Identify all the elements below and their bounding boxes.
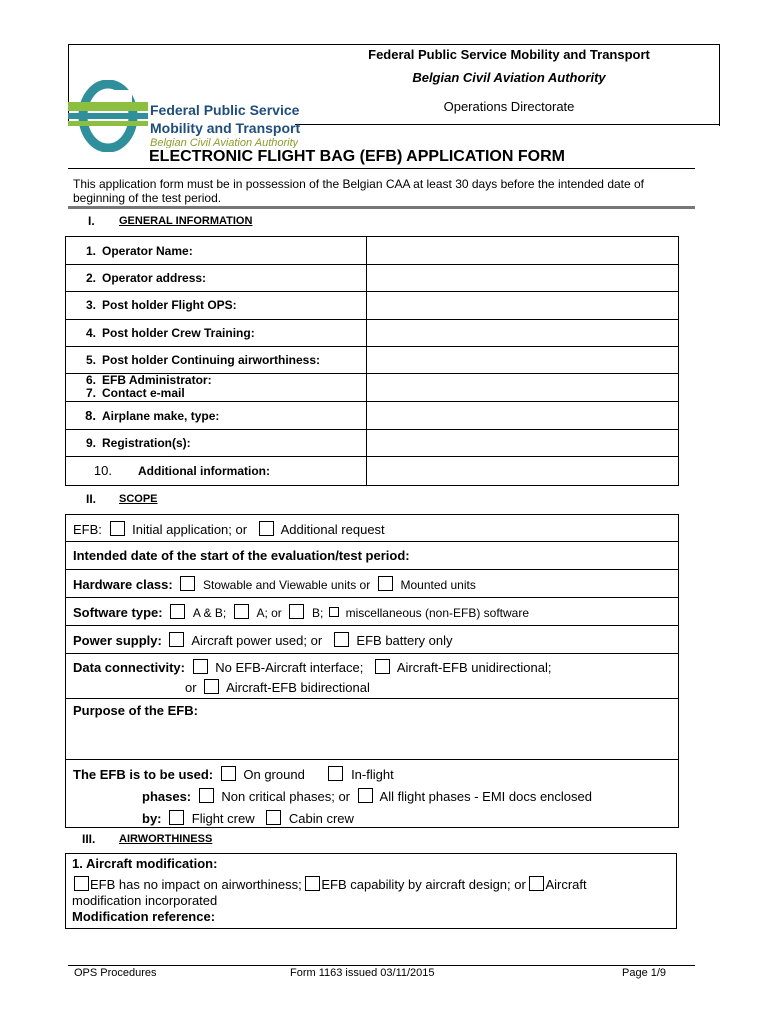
general-info-value-field[interactable]: [367, 401, 678, 429]
software-row: [66, 598, 678, 626]
flight-crew-label: Flight crew: [191, 811, 255, 826]
aircraft-design-label: EFB capability by aircraft design; or: [321, 877, 526, 892]
general-info-row: [66, 429, 678, 457]
stowable-checkbox[interactable]: [180, 576, 195, 591]
mounted-checkbox[interactable]: [378, 576, 393, 591]
data-connectivity-label: Data connectivity:: [73, 660, 185, 675]
initial-application-label: Initial application; or: [132, 522, 248, 537]
general-info-label: [66, 456, 367, 485]
aircraft-design-checkbox[interactable]: [305, 876, 320, 891]
row-label: Post holder Continuing airworthiness:: [102, 353, 321, 367]
general-info-label-line: [66, 429, 366, 450]
general-info-label-line: [66, 401, 366, 423]
row-label: Post holder Crew Training:: [102, 326, 255, 340]
general-info-label: [66, 346, 367, 373]
footer-left: OPS Procedures: [74, 967, 157, 979]
non-critical-label: Non critical phases; or: [221, 789, 351, 804]
row-number: 1.: [85, 244, 96, 258]
row-label: Additional information:: [138, 464, 270, 478]
row-number: 7.: [85, 386, 96, 400]
software-b-checkbox[interactable]: [289, 604, 304, 619]
flight-crew-checkbox[interactable]: [169, 810, 184, 825]
software-a-checkbox[interactable]: [234, 604, 249, 619]
row-label: Post holder Flight OPS:: [102, 298, 237, 312]
general-info-label-line: [66, 373, 212, 387]
battery-label: EFB battery only: [356, 633, 453, 648]
general-info-value-field[interactable]: [367, 319, 678, 346]
row-number: 6.: [85, 373, 96, 387]
software-a-label: A; or: [256, 606, 282, 620]
initial-application-checkbox[interactable]: [110, 521, 125, 536]
general-info-label-line: [66, 386, 185, 400]
on-ground-checkbox[interactable]: [221, 766, 236, 781]
general-info-label: [66, 373, 367, 401]
general-info-label: [66, 264, 367, 291]
software-ab-checkbox[interactable]: [170, 604, 185, 619]
in-flight-checkbox[interactable]: [328, 766, 343, 781]
power-row: [66, 626, 678, 654]
bidirectional-label: Aircraft-EFB bidirectional: [226, 680, 370, 695]
mod-title: 1. Aircraft modification:: [72, 856, 218, 871]
row-number: 10.: [93, 463, 112, 478]
airworthiness-table: [65, 853, 677, 929]
unidirectional-label: Aircraft-EFB unidirectional;: [396, 660, 552, 675]
form-title: ELECTRONIC FLIGHT BAG (EFB) APPLICATION FORM: [149, 148, 565, 165]
intended-date-row: [66, 542, 678, 570]
aircraft-modification-label-b: modification incorporated: [72, 893, 218, 908]
unidirectional-checkbox[interactable]: [375, 659, 390, 674]
no-interface-checkbox[interactable]: [193, 659, 208, 674]
all-phases-label: All flight phases - EMI docs enclosed: [379, 789, 592, 804]
non-critical-checkbox[interactable]: [199, 788, 214, 803]
general-info-value-field[interactable]: [367, 429, 678, 456]
section1-heading: [88, 214, 253, 228]
phases-label: phases:: [142, 789, 192, 804]
row-label: Airplane make, type:: [102, 409, 220, 423]
additional-request-checkbox[interactable]: [259, 521, 274, 536]
footer-right: Page 1/9: [622, 967, 667, 979]
intro-text: This application form must be in possession of the Belgian CAA at least 30 days before the intended date of beginning of the test period.: [73, 177, 645, 205]
general-info-row: [66, 456, 678, 485]
general-info-table: [65, 236, 679, 486]
org-line3: Operations Directorate: [443, 99, 575, 114]
logo-text2: Mobility and Transport: [150, 120, 301, 136]
on-ground-label: On ground: [243, 767, 305, 782]
hardware-row: [66, 570, 678, 598]
intended-date-label[interactable]: Intended date of the start of the evaluation/test period:: [73, 548, 410, 563]
intro-divider: [68, 206, 695, 209]
scope-table: [65, 514, 679, 828]
hardware-label: Hardware class:: [73, 577, 173, 592]
aircraft-power-label: Aircraft power used; or: [191, 633, 323, 648]
general-info-row: [66, 291, 678, 320]
used-label: The EFB is to be used:: [73, 767, 214, 782]
aircraft-power-checkbox[interactable]: [169, 632, 184, 647]
header-divider: [295, 124, 719, 125]
section1-number: I.: [88, 214, 95, 228]
general-info-label-line: [66, 346, 366, 367]
mod-reference-label[interactable]: Modification reference:: [72, 909, 216, 924]
row-number: 9.: [85, 436, 96, 450]
section3-title: AIRWORTHINESS: [119, 833, 213, 845]
software-misc-label: miscellaneous (non-EFB) software: [345, 606, 530, 620]
no-impact-label: EFB has no impact on airworthiness;: [90, 877, 302, 892]
stowable-label: Stowable and Viewable units or: [202, 578, 371, 592]
general-info-label: [66, 429, 367, 456]
aircraft-modification-checkbox[interactable]: [529, 876, 544, 891]
software-label: Software type:: [73, 605, 163, 620]
org-line2: Belgian Civil Aviation Authority: [412, 70, 606, 85]
purpose-row: [66, 699, 678, 760]
cabin-crew-label: Cabin crew: [288, 811, 354, 826]
efb-use-row: [66, 760, 678, 827]
general-info-row: [66, 237, 678, 265]
no-impact-checkbox[interactable]: [74, 876, 89, 891]
logo-text3: Belgian Civil Aviation Authority: [150, 137, 299, 148]
general-info-row: [66, 264, 678, 292]
section3-number: III.: [82, 832, 96, 846]
general-info-label: [66, 237, 367, 264]
software-ab-label: A & B;: [192, 606, 227, 620]
section3-heading: [82, 832, 213, 846]
row-label: Operator Name:: [102, 244, 193, 258]
software-misc-checkbox[interactable]: [329, 607, 339, 617]
no-interface-label: No EFB-Aircraft interface;: [215, 660, 364, 675]
data-connectivity-row: [66, 654, 678, 699]
by-label: by:: [142, 811, 162, 826]
general-info-value-field[interactable]: [367, 264, 678, 291]
general-info-label: [66, 401, 367, 429]
mounted-label: Mounted units: [400, 578, 476, 592]
footer-center: Form 1163 issued 03/11/2015: [290, 967, 435, 979]
general-info-label-line: [66, 319, 366, 340]
org-line1: Federal Public Service Mobility and Transport: [368, 47, 650, 62]
general-info-label: [66, 291, 367, 319]
title-underline: [68, 168, 695, 169]
general-info-label-line: [66, 456, 366, 478]
aircraft-modification-label-a: Aircraft: [545, 877, 587, 892]
data-or-label: or: [185, 680, 197, 695]
cabin-crew-checkbox[interactable]: [266, 810, 281, 825]
general-info-value-field[interactable]: [367, 346, 678, 373]
footer-divider: [68, 965, 695, 966]
efb-row: [66, 515, 678, 542]
in-flight-label: In-flight: [351, 767, 394, 782]
efb-label: EFB:: [73, 522, 102, 537]
row-number: 5.: [85, 353, 96, 367]
row-label: EFB Administrator:: [102, 373, 212, 387]
power-label: Power supply:: [73, 633, 162, 648]
row-number: 3.: [85, 298, 96, 312]
general-info-label: [66, 319, 367, 346]
general-info-row: [66, 319, 678, 347]
general-info-row: [66, 373, 678, 402]
fps-logo: [68, 80, 300, 152]
battery-checkbox[interactable]: [334, 632, 349, 647]
logo-text1: Federal Public Service: [150, 102, 300, 118]
section2-heading: [86, 492, 158, 506]
software-b-label: B;: [312, 606, 324, 620]
general-info-label-line: [66, 237, 366, 258]
general-info-value-field[interactable]: [367, 373, 678, 401]
section1-title: GENERAL INFORMATION: [119, 215, 253, 227]
logo-emblem-icon: [68, 80, 148, 152]
row-number: 4.: [85, 326, 96, 340]
additional-request-label: Additional request: [280, 522, 385, 537]
bidirectional-checkbox[interactable]: [204, 679, 219, 694]
purpose-label[interactable]: Purpose of the EFB:: [73, 703, 198, 718]
section2-title: SCOPE: [119, 493, 158, 505]
general-info-label-line: [66, 291, 366, 312]
general-info-value-field[interactable]: [367, 291, 678, 319]
general-info-value-field[interactable]: [367, 456, 678, 485]
general-info-label-line: [66, 264, 366, 285]
all-phases-checkbox[interactable]: [358, 788, 373, 803]
row-label: Registration(s):: [102, 436, 191, 450]
row-number: 8.: [85, 408, 96, 423]
section2-number: II.: [86, 492, 97, 506]
general-info-row: [66, 346, 678, 374]
row-number: 2.: [85, 271, 96, 285]
row-label: Contact e-mail: [102, 386, 185, 400]
general-info-row: [66, 401, 678, 430]
row-label: Operator address:: [102, 271, 207, 285]
general-info-value-field[interactable]: [367, 237, 678, 264]
